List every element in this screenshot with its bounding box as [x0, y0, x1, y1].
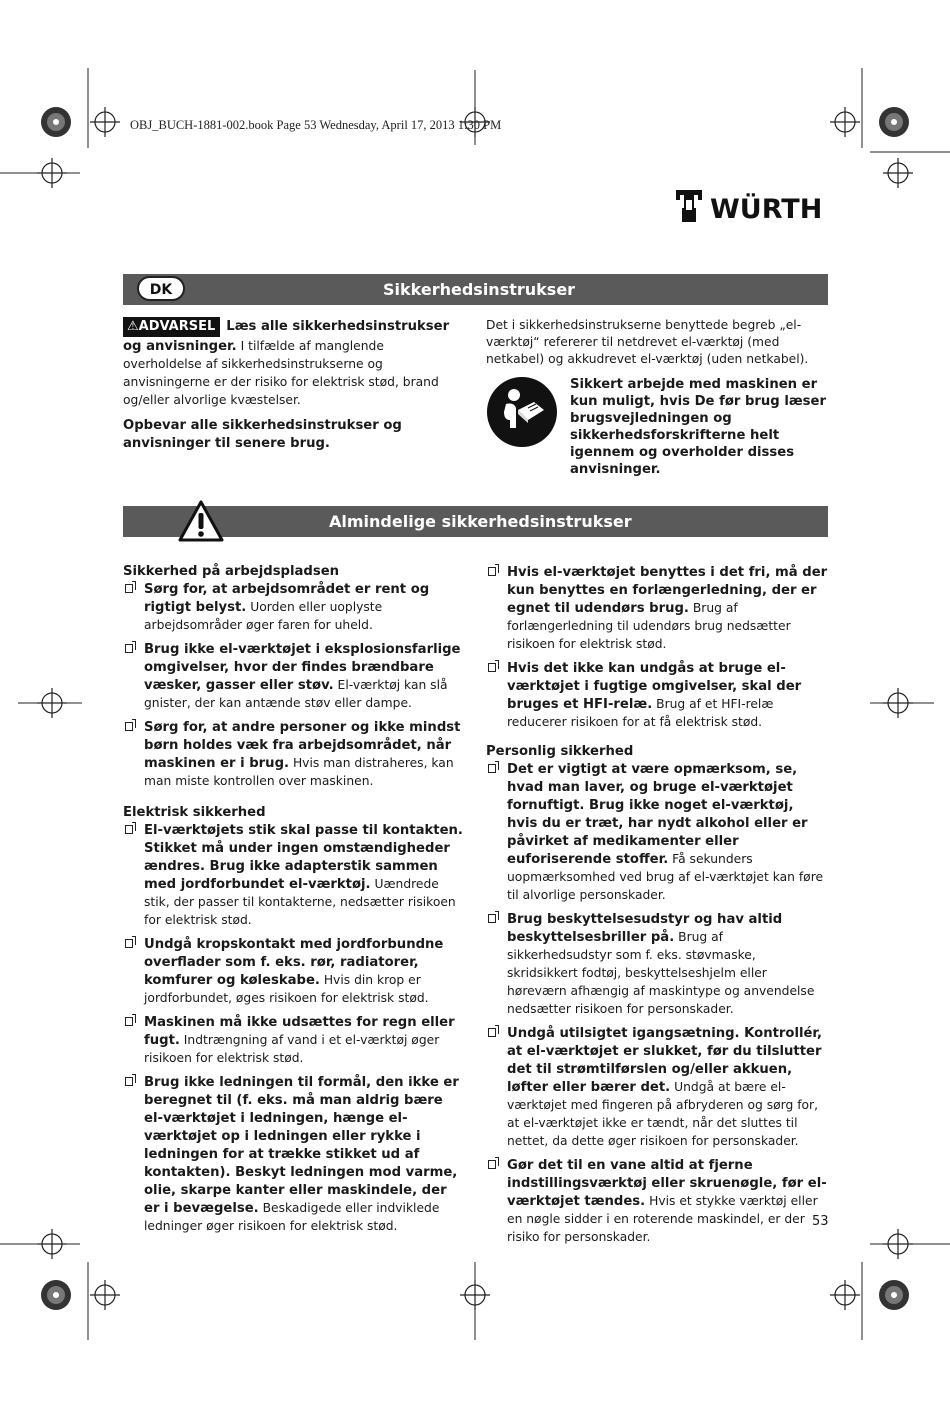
intro-left-column — [123, 317, 465, 452]
logo-text: WÜRTH — [710, 194, 823, 224]
general-right-column — [486, 563, 828, 1252]
page-number: 53 — [812, 1214, 829, 1229]
language-badge: DK — [137, 276, 185, 301]
intro-right-column — [486, 317, 828, 478]
subheading-workplace: Sikkerhed på arbejdspladsen — [123, 564, 340, 579]
read-manual-text: Sikkert arbejde med maskinen er kun muligt, hvis De før brug læser brugsvejledningen og sikkerhedsforskrifterne helt igennem og overholder disses anvisninger. — [570, 377, 826, 477]
wurth-logo — [676, 188, 832, 224]
read-manual-block — [486, 376, 828, 478]
subheading-personal: Personlig sikkerhed — [486, 744, 634, 759]
list-item: Sørg for, at arbejdsområdet er rent og rigtigt belyst. Uorden eller uoplyste arbejdsområder øger faren for uheld. — [123, 580, 466, 634]
print-header: OBJ_BUCH-1881-002.book Page 53 Wednesday, April 17, 2013 1:30 PM — [130, 118, 502, 132]
list-item: Gør det til en vane altid at fjerne indstillingsværktøj eller skruenøgle, før el-værktøjet tændes. Hvis et stykke værktøj eller en nøgle sidder i en roterende maskindel, er der risiko for personskader. — [486, 1156, 828, 1246]
keep-instructions-paragraph: Opbevar alle sikkerhedsinstrukser og anvisninger til senere brug. — [123, 418, 402, 451]
section-header-almindelige — [123, 506, 828, 537]
list-item: El-værktøjets stik skal passe til kontakten. Stikket må under ingen omstændigheder ændres. Brug ikke adapterstik sammen med jordforbundet el-værktøj. Uændrede stik, der passer til kontakterne, nedsætter risikoen for elektrisk stød. — [123, 821, 466, 929]
list-item: Undgå kropskontakt med jordforbundne overflader som f. eks. rør, radiatorer, komfurer og køleskabe. Hvis din krop er jordforbundet, øges risikoen for elektrisk stød. — [123, 935, 466, 1007]
list-item: Brug beskyttelsesudstyr og hav altid beskyttelsesbriller på. Brug af sikkerhedsudstyr som f. eks. støvmaske, skridsikkert fodtøj, beskyttelseshjelm eller høreværn afhængig af maskintype og anvendelse nedsætter risikoen for personskader. — [486, 910, 828, 1018]
subheading-electrical: Elektrisk sikkerhed — [123, 805, 266, 820]
list-item: Sørg for, at andre personer og ikke mindst børn holdes væk fra arbejdsområdet, når maskinen er i brug. Hvis man distraheres, kan man miste kontrollen over maskinen. — [123, 718, 466, 790]
warning-paragraph: ⚠ADVARSEL Læs alle sikkerhedsinstrukser og anvisninger. I tilfælde af manglende overholdelse af sikkerhedsinstrukserne og anvisningerne er der risiko for elektrisk stød, brand og/eller alvorlige kvæstelser. — [123, 319, 450, 407]
list-item: Hvis el-værktøjet benyttes i det fri, må der kun benyttes en forlængerledning, der er egnet til udendørs brug. Brug af forlængerledning til udendørs brug nedsætter risikoen for elektrisk stød. — [486, 563, 828, 653]
definition-paragraph: Det i sikkerhedsinstrukserne benyttede begreb „el-værktøj“ refererer til netdrevet el-værktøj (med netkabel) og akkudrevet el-værktøj (uden netkabel). — [486, 318, 809, 366]
section-header-sikkerhedsinstrukser — [123, 274, 828, 305]
general-left-column — [123, 563, 466, 1241]
list-item: Maskinen må ikke udsættes for regn eller fugt. Indtrængning af vand i et el-værktøj øger risikoen for elektrisk stød. — [123, 1013, 466, 1067]
list-item: Undgå utilsigtet igangsætning. Kontrollér, at el-værktøjet er slukket, før du tilslutter det til strømtilførslen og/eller akkuen, løfter eller bærer det. Undgå at bære el-værktøjet med fingeren på afbryderen og sørg for, at el-værktøjet ikke er tændt, når det sluttes til nettet, da dette øger risikoen for personskader. — [486, 1024, 828, 1150]
warning-triangle-icon — [178, 500, 224, 542]
list-item: Det er vigtigt at være opmærksom, se, hvad man laver, og bruge el-værktøjet fornuftigt. Brug ikke noget el-værktøj, hvis du er træt, har nydt alkohol eller er påvirket af medikamenter eller euforiserende stoffer. Få sekunders uopmærksomhed ved brug af el-værktøjet kan føre til alvorlige personskader. — [486, 760, 828, 904]
section-title: Sikkerhedsinstrukser — [383, 280, 576, 299]
warning-label: ⚠ADVARSEL — [123, 317, 220, 337]
list-item: Hvis det ikke kan undgås at bruge el-værktøjet i fugtige omgivelser, skal der bruges et HFI-relæ. Brug af et HFI-relæ reducerer risikoen for at få elektrisk stød. — [486, 659, 828, 731]
read-manual-icon — [486, 376, 558, 448]
list-item: Brug ikke ledningen til formål, den ikke er beregnet til (f. eks. må man aldrig bære el-værktøjet i ledningen, hænge el-værktøjet op i ledningen eller rykke i ledningen for at trække stikket ud af kontakten). Beskyt ledningen mod varme, olie, skarpe kanter eller maskindele, der er i bevægelse. Beskadigede eller indviklede ledninger øger risikoen for elektrisk stød. — [123, 1073, 466, 1235]
list-item: Brug ikke el-værktøjet i eksplosionsfarlige omgivelser, hvor der findes brændbare væsker, gasser eller støv. El-værktøj kan slå gnister, der kan antænde støv eller dampe. — [123, 640, 466, 712]
section-title: Almindelige sikkerhedsinstrukser — [329, 512, 632, 531]
